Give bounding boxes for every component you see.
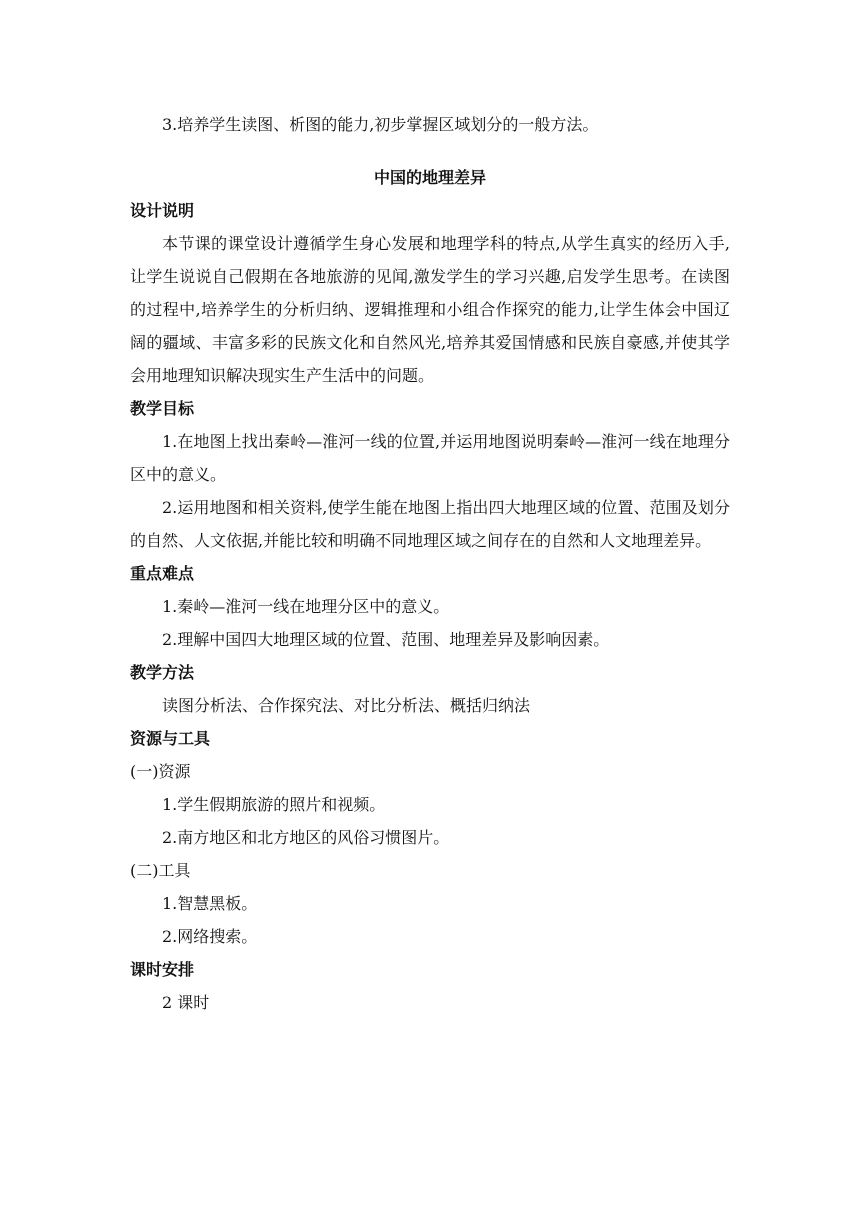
intro-objective-item: 3.培养学生读图、析图的能力,初步掌握区域划分的一般方法。	[162, 115, 599, 134]
schedule-heading: 课时安排	[130, 960, 195, 979]
document-content	[130, 108, 730, 1019]
goal-item-1: 1.在地图上找出秦岭—淮河一线的位置,并运用地图说明秦岭—淮河一线在地理分区中的意义。	[130, 432, 730, 484]
resource-item-1: 1.学生假期旅游的照片和视频。	[162, 795, 386, 814]
design-paragraph: 本节课的课堂设计遵循学生身心发展和地理学科的特点,从学生真实的经历入手,让学生说说自己假期在各地旅游的见闻,激发学生的学习兴趣,启发学生思考。在读图的过程中,培养学生的分析归纳、逻辑推理和小组合作探究的能力,让学生体会中国辽阔的疆域、丰富多彩的民族文化和自然风光,培养其爱国情感和民族自豪感,并使其学会用地理知识解决现实生产生活中的问题。	[130, 234, 730, 385]
key-point-item-2: 2.理解中国四大地理区域的位置、范围、地理差异及影响因素。	[162, 630, 610, 649]
goals-heading: 教学目标	[130, 399, 195, 418]
tool-item-1: 1.智慧黑板。	[162, 894, 258, 913]
resources-label: (一)资源	[130, 762, 191, 781]
resource-item-2: 2.南方地区和北方地区的风俗习惯图片。	[162, 828, 450, 847]
resources-heading: 资源与工具	[130, 729, 211, 748]
goal-item-2: 2.运用地图和相关资料,使学生能在地图上指出四大地理区域的位置、范围及划分的自然、人文依据,并能比较和明确不同地理区域之间存在的自然和人文地理差异。	[130, 498, 730, 550]
key-point-item-1: 1.秦岭—淮河一线在地理分区中的意义。	[162, 597, 450, 616]
tool-item-2: 2.网络搜索。	[162, 927, 258, 946]
tools-label: (二)工具	[130, 861, 191, 880]
methods-text: 读图分析法、合作探究法、对比分析法、概括归纳法	[162, 696, 531, 715]
methods-heading: 教学方法	[130, 663, 195, 682]
key-points-heading: 重点难点	[130, 564, 195, 583]
lesson-title: 中国的地理差异	[373, 168, 486, 187]
design-heading: 设计说明	[130, 201, 195, 220]
schedule-text: 2 课时	[162, 993, 210, 1012]
